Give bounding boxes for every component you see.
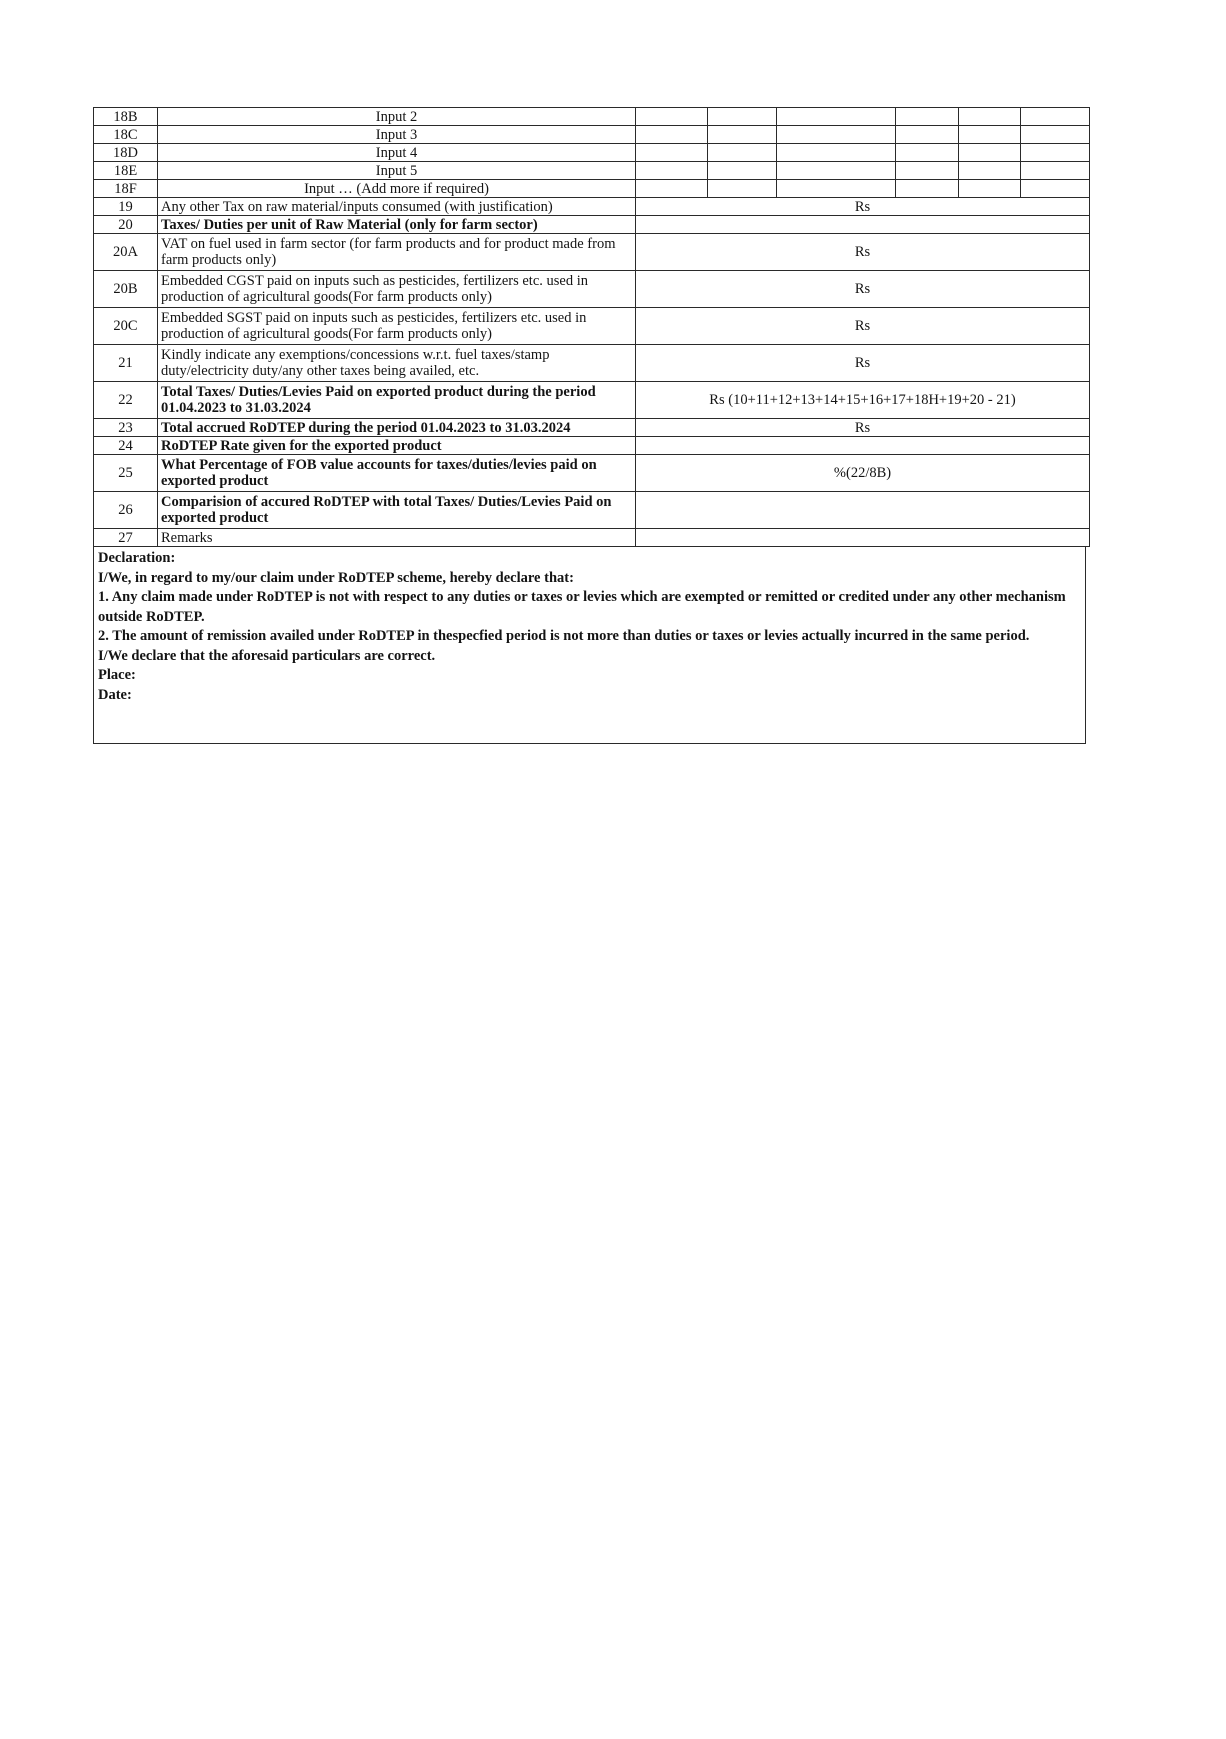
input-value-cell[interactable]: [896, 180, 959, 198]
table-row: [94, 419, 1090, 437]
row-label: Taxes/ Duties per unit of Raw Material (only for farm sector): [158, 216, 636, 234]
row-number: 21: [94, 345, 158, 382]
input-value-cell[interactable]: [636, 180, 708, 198]
row-label: Total accrued RoDTEP during the period 01.04.2023 to 31.03.2024: [158, 419, 636, 437]
input-value-cell[interactable]: [708, 108, 777, 126]
row-label: Input … (Add more if required): [158, 180, 636, 198]
row-number: 23: [94, 419, 158, 437]
table-row: [94, 126, 1090, 144]
row-label: VAT on fuel used in farm sector (for farm products and for product made from farm products only): [158, 234, 636, 271]
declaration-point-1: 1. Any claim made under RoDTEP is not with respect to any duties or taxes or levies which are exempted or remitted or credited under any other mechanism outside RoDTEP.: [98, 589, 1066, 625]
row-number: 18F: [94, 180, 158, 198]
table-row: [94, 529, 1090, 547]
row-value[interactable]: [636, 529, 1090, 547]
row-label: Input 2: [158, 108, 636, 126]
row-label: Embedded SGST paid on inputs such as pesticides, fertilizers etc. used in production of agricultural goods(For farm products only): [158, 308, 636, 345]
table-row: [94, 144, 1090, 162]
input-value-cell[interactable]: [959, 144, 1021, 162]
input-value-cell[interactable]: [959, 126, 1021, 144]
place-label: Place:: [98, 667, 136, 683]
table-row: [94, 108, 1090, 126]
table-row: [94, 271, 1090, 308]
row-number: 20: [94, 216, 158, 234]
row-number: 18D: [94, 144, 158, 162]
input-value-cell[interactable]: [708, 144, 777, 162]
input-value-cell[interactable]: [959, 108, 1021, 126]
row-number: 18E: [94, 162, 158, 180]
row-number: 20A: [94, 234, 158, 271]
row-number: 25: [94, 455, 158, 492]
row-number: 18B: [94, 108, 158, 126]
row-number: 24: [94, 437, 158, 455]
row-value[interactable]: Rs: [636, 308, 1090, 345]
input-value-cell[interactable]: [896, 162, 959, 180]
row-value[interactable]: Rs: [636, 271, 1090, 308]
row-label: Input 4: [158, 144, 636, 162]
input-value-cell[interactable]: [708, 126, 777, 144]
row-label: Input 3: [158, 126, 636, 144]
row-number: 22: [94, 382, 158, 419]
input-value-cell[interactable]: [1021, 126, 1090, 144]
date-label: Date:: [98, 686, 132, 703]
row-value[interactable]: Rs: [636, 198, 1090, 216]
row-label: RoDTEP Rate given for the exported product: [158, 437, 636, 455]
input-value-cell[interactable]: [777, 126, 896, 144]
row-value[interactable]: Rs (10+11+12+13+14+15+16+17+18H+19+20 - 21): [636, 382, 1090, 419]
input-value-cell[interactable]: [1021, 108, 1090, 126]
row-label: What Percentage of FOB value accounts for taxes/duties/levies paid on exported product: [158, 455, 636, 492]
table-row: [94, 216, 1090, 234]
row-value[interactable]: Rs: [636, 234, 1090, 271]
row-number: 20B: [94, 271, 158, 308]
table-row: [94, 308, 1090, 345]
row-number: 26: [94, 492, 158, 529]
declaration-point-2: 2. The amount of remission availed under RoDTEP in thespecfied period is not more than duties or taxes or levies actually incurred in the same period.: [98, 628, 1030, 644]
row-label: Input 5: [158, 162, 636, 180]
row-number: 19: [94, 198, 158, 216]
row-value[interactable]: [636, 492, 1090, 529]
input-value-cell[interactable]: [896, 126, 959, 144]
input-value-cell[interactable]: [636, 144, 708, 162]
table-row: [94, 437, 1090, 455]
row-value[interactable]: [636, 216, 1090, 234]
row-label: Kindly indicate any exemptions/concessions w.r.t. fuel taxes/stamp duty/electricity duty/any other taxes being availed, etc.: [158, 345, 636, 382]
input-value-cell[interactable]: [777, 108, 896, 126]
row-label: Any other Tax on raw material/inputs consumed (with justification): [158, 198, 636, 216]
input-value-cell[interactable]: [959, 162, 1021, 180]
table-row: [94, 162, 1090, 180]
input-value-cell[interactable]: [1021, 144, 1090, 162]
input-value-cell[interactable]: [777, 180, 896, 198]
input-value-cell[interactable]: [896, 108, 959, 126]
row-label: Embedded CGST paid on inputs such as pesticides, fertilizers etc. used in production of agricultural goods(For farm products only): [158, 271, 636, 308]
table-row: [94, 492, 1090, 529]
input-value-cell[interactable]: [708, 162, 777, 180]
row-number: 20C: [94, 308, 158, 345]
input-value-cell[interactable]: [1021, 180, 1090, 198]
table-row: [94, 382, 1090, 419]
table-row: [94, 345, 1090, 382]
table-row: [94, 234, 1090, 271]
table-row: [94, 455, 1090, 492]
input-value-cell[interactable]: [959, 180, 1021, 198]
row-number: 27: [94, 529, 158, 547]
input-value-cell[interactable]: [777, 162, 896, 180]
declaration-closing: I/We declare that the aforesaid particulars are correct.: [98, 647, 436, 664]
table-row: [94, 180, 1090, 198]
table-row: [94, 198, 1090, 216]
input-value-cell[interactable]: [636, 162, 708, 180]
row-value[interactable]: Rs: [636, 345, 1090, 382]
input-value-cell[interactable]: [777, 144, 896, 162]
declaration-heading: Declaration:: [98, 550, 176, 566]
rodtep-form-table: [93, 107, 1090, 547]
row-number: 18C: [94, 126, 158, 144]
input-value-cell[interactable]: [896, 144, 959, 162]
declaration-section: [93, 547, 1086, 744]
input-value-cell[interactable]: [708, 180, 777, 198]
declaration-intro: I/We, in regard to my/our claim under RoDTEP scheme, hereby declare that:: [98, 569, 574, 586]
row-value[interactable]: %(22/8B): [636, 455, 1090, 492]
row-label: Total Taxes/ Duties/Levies Paid on exported product during the period 01.04.2023 to 31.03.2024: [158, 382, 636, 419]
row-label: Remarks: [158, 529, 636, 547]
input-value-cell[interactable]: [636, 126, 708, 144]
row-value[interactable]: Rs: [636, 419, 1090, 437]
row-label: Comparision of accured RoDTEP with total Taxes/ Duties/Levies Paid on exported product: [158, 492, 636, 529]
row-value[interactable]: [636, 437, 1090, 455]
form-sheet: [93, 107, 1089, 744]
input-value-cell[interactable]: [1021, 162, 1090, 180]
input-value-cell[interactable]: [636, 108, 708, 126]
